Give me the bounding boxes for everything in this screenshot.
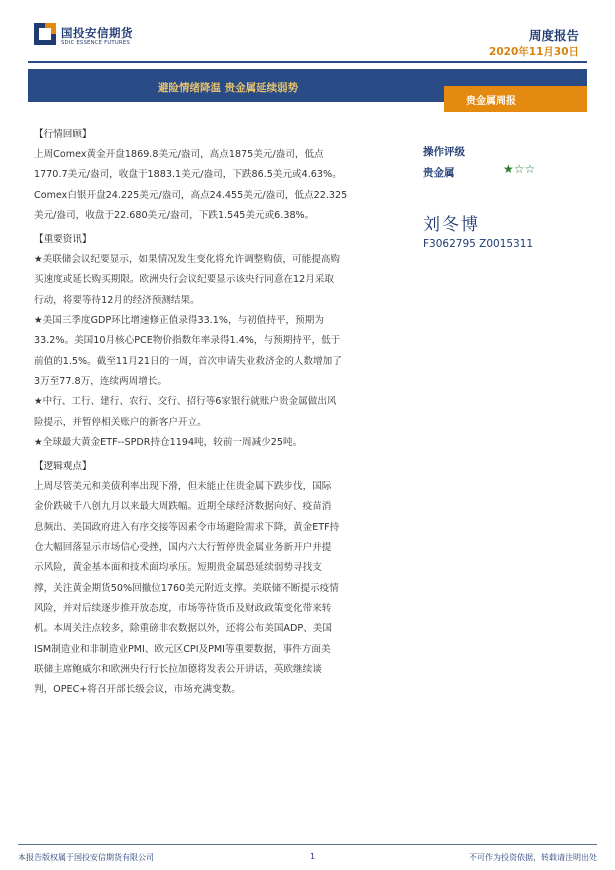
body-text-line: 仓大幅回落显示市场信心受挫，国内六大行暂停贵金属业务新开户并提 bbox=[34, 542, 332, 554]
body-text-line: 息频出、美国政府进入有序交接等因素令市场避险需求下降，黄金ETF持 bbox=[34, 521, 340, 533]
report-type: 周度报告 bbox=[528, 28, 579, 43]
sector-name: 贵金属 bbox=[423, 167, 455, 179]
section-heading: 【重要资讯】 bbox=[34, 234, 92, 246]
section-heading: 【逻辑观点】 bbox=[34, 461, 92, 473]
logo-chinese-name: 国投安信期货 bbox=[61, 26, 133, 40]
body-text-line: 上周尽管美元和美债利率出现下滑，但未能止住贵金属下跌步伐，国际 bbox=[34, 481, 332, 493]
report-date: 2020年11月30日 bbox=[489, 46, 579, 58]
footer-divider bbox=[18, 844, 597, 845]
page-number: 1 bbox=[310, 852, 316, 861]
body-text-line: Comex白银开盘24.225美元/盎司，高点24.455美元/盎司，低点22.325 bbox=[34, 189, 348, 201]
section-heading: 【行情回顾】 bbox=[34, 129, 92, 140]
body-text-line: 金价跌破千八创九月以来最大周跌幅。近期全球经济数据向好、疫苗消 bbox=[34, 501, 332, 513]
footer-copyright: 本报告版权属于国投安信期货有限公司 bbox=[18, 853, 154, 862]
body-text-line: ★美国三季度GDP环比增速修正值录得33.1%，与初值持平，预期为 bbox=[34, 315, 324, 327]
body-text-line: 撑，关注黄金期货50%回撤位1760美元附近支撑。美联储不断提示疫情 bbox=[34, 582, 339, 594]
analyst-certificates: F3062795 Z0015311 bbox=[423, 238, 534, 250]
body-text-line: 买速度或延长购买期限。欧洲央行会议纪要显示该央行同意在12月采取 bbox=[34, 274, 335, 286]
body-text-line: 联储主席鲍威尔和欧洲央行行长拉加德将发表公开讲话，英欧继续谈 bbox=[34, 663, 322, 675]
body-text-line: 前值的1.5%。截至11月21日的一周，首次申请失业救济金的人数增加了 bbox=[34, 355, 342, 367]
company-logo bbox=[34, 23, 154, 55]
body-text-line: 上周Comex黄金开盘1869.8美元/盎司，高点1875美元/盎司，低点 bbox=[34, 149, 324, 160]
body-text-line: 1770.7美元/盎司，收盘于1883.1美元/盎司，下跌86.5美元或4.63%。 bbox=[34, 169, 342, 181]
body-text-line: ISM制造业和非制造业PMI、欧元区CPI及PMI等重要数据，事件方面美 bbox=[34, 643, 331, 655]
report-body bbox=[34, 127, 384, 700]
report-tag: 贵金属周报 bbox=[466, 96, 516, 107]
report-title: 避险情绪降温 贵金属延续弱势 bbox=[158, 82, 299, 94]
body-text-line: 33.2%。美国10月核心PCE物价指数年率录得1.4%，与预期持平，低于 bbox=[34, 335, 341, 347]
body-text-line: 险提示，并暂停相关账户的新客户开立。 bbox=[34, 416, 207, 428]
header-divider bbox=[28, 61, 587, 63]
body-text-line: 示风险，黄金基本面和技术面均承压。短期贵金属恐延续弱势寻找支 bbox=[34, 562, 322, 574]
body-text-line: 判，OPEC+将召开部长级会议，市场充满变数。 bbox=[34, 684, 241, 696]
body-text-line: ★美联储会议纪要显示，如果情况发生变化将允许调整购债，可能提高购 bbox=[34, 254, 341, 266]
footer-disclaimer: 不可作为投资依据，转载请注明出处 bbox=[469, 853, 597, 862]
body-text-line: 风险，并对后续逐步推开放态度，市场等待货币及财政政策变化带来转 bbox=[34, 602, 332, 614]
body-text-line: 3万至77.8万，连续两周增长。 bbox=[34, 375, 167, 387]
rating-label: 操作评级 bbox=[423, 146, 465, 158]
body-text-line: 机。本周关注点较多，除重磅非农数据以外，还将公布美国ADP、美国 bbox=[34, 623, 332, 635]
body-text-line: 美元/盎司，收盘于22.680美元/盎司，下跌1.545美元或6.38%。 bbox=[34, 209, 315, 221]
analyst-name: 刘冬博 bbox=[423, 215, 480, 235]
logo-mark-icon bbox=[34, 23, 56, 45]
rating-stars-icon: ★☆☆ bbox=[503, 162, 536, 176]
body-text-line: ★全球最大黄金ETF--SPDR持仓1194吨，较前一周减少25吨。 bbox=[34, 436, 303, 448]
body-text-line: ★中行、工行、建行、农行、交行、招行等6家银行就账户贵金属做出风 bbox=[34, 396, 337, 408]
logo-english-name: SDIC ESSENCE FUTURES bbox=[61, 40, 130, 46]
body-text-line: 行动，将要等待12月的经济预测结果。 bbox=[34, 294, 200, 306]
